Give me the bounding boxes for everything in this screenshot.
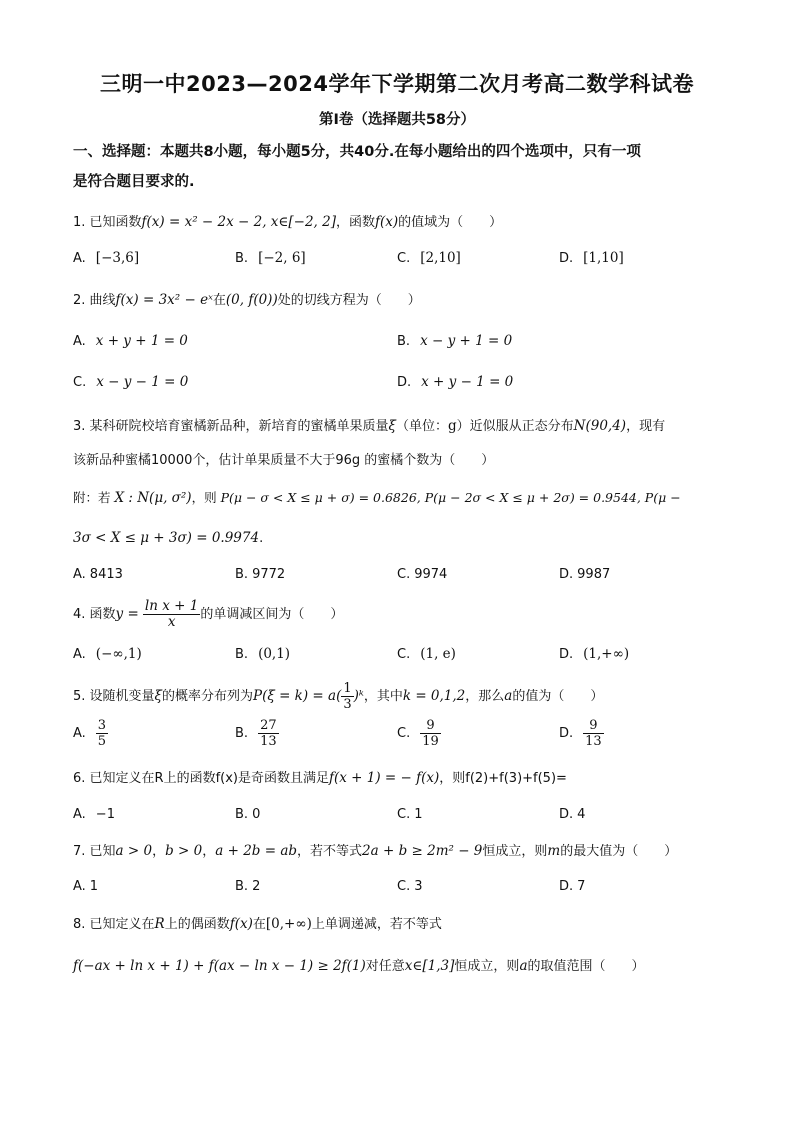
q6-option-c[interactable]: C. 1 xyxy=(397,807,423,822)
q5-fraction: $\frac{1}{3}$ xyxy=(343,681,352,712)
question-3-note: 附：若 X : N(μ, σ²)，则 P(μ − σ < X ≤ μ + σ) = 0.6826, P(μ − 2σ < X ≤ μ + 2σ) = 0.9544, P(μ − xyxy=(73,490,681,506)
section-heading-line2: 是符合题目要求的. xyxy=(73,174,195,190)
q1-function: f(x) = x² − 2x − 2, x∈[−2, 2] xyxy=(141,214,336,230)
question-3-note-line2: 3σ < X ≤ μ + 3σ) = 0.9974. xyxy=(73,530,264,546)
question-5: 5. 设随机变量ξ的概率分布列为P(ξ = k) = a( $\frac{1}{3}$ )ᵏ，其中k = 0,1,2，那么a的值为（ ） xyxy=(73,681,604,712)
q3-option-a[interactable]: A. 8413 xyxy=(73,567,123,582)
q7-option-b[interactable]: B. 2 xyxy=(235,879,261,894)
q6-option-b[interactable]: B. 0 xyxy=(235,807,261,822)
q2-option-a[interactable]: A. x + y + 1 = 0 xyxy=(73,333,188,349)
question-3-line2: 该新品种蜜橘10000个，估计单果质量不大于96g 的蜜橘个数为（ ） xyxy=(73,453,495,468)
question-7: 7. 已知a > 0，b > 0，a + 2b = ab，若不等式2a + b ≥ 2m² − 9恒成立，则m的最大值为（ ） xyxy=(73,843,678,859)
q1-option-c[interactable]: C. [2,10] xyxy=(397,250,461,266)
q3-option-c[interactable]: C. 9974 xyxy=(397,567,448,582)
q1-option-a[interactable]: A. [−3,6] xyxy=(73,250,140,266)
q4-option-c[interactable]: C. (1, e) xyxy=(397,646,456,662)
q7-option-a[interactable]: A. 1 xyxy=(73,879,99,894)
question-4: 4. 函数y = $\frac{\text{ln x + 1}}{x}$ 的单调减区间为（ ） xyxy=(73,598,344,630)
question-1: 1. 已知函数f(x) = x² − 2x − 2, x∈[−2, 2]，函数f(x)的值域为（ ） xyxy=(73,214,503,230)
q4-option-a[interactable]: A. (−∞,1) xyxy=(73,646,142,662)
q3-option-d[interactable]: D. 9987 xyxy=(559,567,611,582)
question-6: 6. 已知定义在R上的函数f(x)是奇函数且满足f(x + 1) = − f(x)，则f(2)+f(3)+f(5)= xyxy=(73,770,567,786)
q6-option-d[interactable]: D. 4 xyxy=(559,807,586,822)
q4-option-b[interactable]: B. (0,1) xyxy=(235,646,291,662)
exam-subtitle: 第Ⅰ卷（选择题共58分） xyxy=(318,112,476,128)
q3-option-b[interactable]: B. 9772 xyxy=(235,567,286,582)
q5-option-b[interactable]: B. $\frac{27}{13}$ xyxy=(235,718,277,749)
question-8-line2: f(−ax + ln x + 1) + f(ax − ln x − 1) ≥ 2f(1)对任意x∈[1,3]恒成立，则a的取值范围（ ） xyxy=(73,958,645,974)
q1-option-b[interactable]: B. [−2, 6] xyxy=(235,250,306,266)
q2-option-d[interactable]: D. x + y − 1 = 0 xyxy=(397,374,514,390)
q5-option-d[interactable]: D. $\frac{9}{13}$ xyxy=(559,718,602,749)
question-3: 3. 某科研院校培育蜜橘新品种，新培育的蜜橘单果质量ξ（单位：g）近似服从正态分布N(90,4)，现有 xyxy=(73,418,666,434)
q2-option-b[interactable]: B. x − y + 1 = 0 xyxy=(397,333,513,349)
q5-option-a[interactable]: A. $\frac{3}{5}$ xyxy=(73,718,107,749)
q7-option-d[interactable]: D. 7 xyxy=(559,879,586,894)
question-2: 2. 曲线f(x) = 3x² − eˣ在(0, f(0))处的切线方程为（ ） xyxy=(73,292,421,308)
q7-option-c[interactable]: C. 3 xyxy=(397,879,423,894)
exam-title: 三明一中2023—2024学年下学期第二次月考高二数学科试卷 xyxy=(100,72,694,96)
q2-option-c[interactable]: C. x − y − 1 = 0 xyxy=(73,374,189,390)
question-8: 8. 已知定义在R上的偶函数f(x)在[0,+∞)上单调递减，若不等式 xyxy=(73,916,442,932)
q1-option-d[interactable]: D. [1,10] xyxy=(559,250,624,266)
q4-option-d[interactable]: D. (1,+∞) xyxy=(559,646,630,662)
q4-fraction: $\frac{\text{ln x + 1}}{x}$ xyxy=(144,598,199,630)
section-heading-line1: 一、选择题：本题共8小题，每小题5分，共40分.在每小题给出的四个选项中，只有一项 xyxy=(73,144,641,160)
q5-option-c[interactable]: C. $\frac{9}{19}$ xyxy=(397,718,439,749)
q6-option-a[interactable]: A. −1 xyxy=(73,807,115,822)
